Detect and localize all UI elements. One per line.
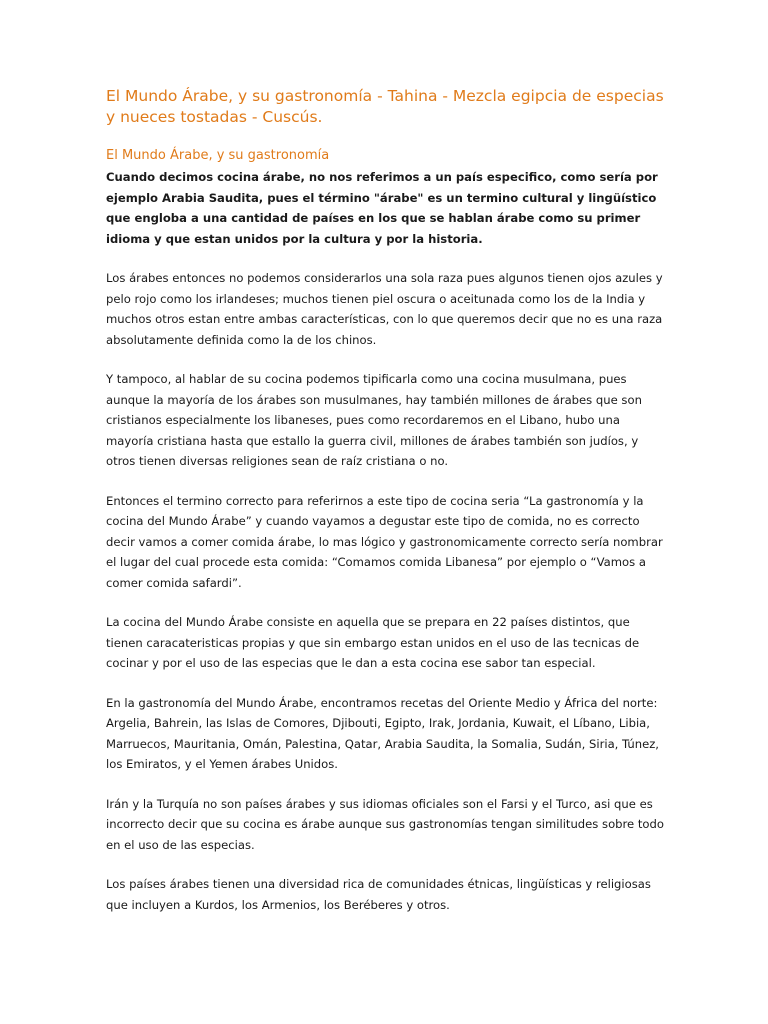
body-paragraph: La cocina del Mundo Árabe consiste en aquella que se prepara en 22 países distintos, que tienen caracateristicas propias y que sin embargo estan unidos en el uso de las tecnicas de cocinar y por el uso de las especias que le dan a esta cocina ese sabor tan especial.	[106, 615, 640, 670]
body-paragraph: Los árabes entonces no podemos considerarlos una sola raza pues algunos tienen ojos azules y pelo rojo como los irlandeses; muchos tienen piel oscura o aceitunada como los de la India y muchos otros estan entre ambas características, con lo que queremos decir que no es una raza absolutamente definida como la de los chinos.	[106, 271, 663, 347]
document-title: El Mundo Árabe, y su gastronomía - Tahina - Mezcla egipcia de especias y nueces tostadas - Cuscús.	[106, 87, 664, 126]
document-page	[106, 86, 666, 934]
section-heading: El Mundo Árabe, y su gastronomía	[106, 148, 330, 163]
intro-paragraph: Cuando decimos cocina árabe, no nos referimos a un país especifico, como sería por ejemplo Arabia Saudita, pues el término "árabe" es un termino cultural y lingüístico que engloba a una cantidad de países en los que se hablan árabe como su primer idioma y que estan unidos por la cultura y por la historia.	[106, 170, 658, 246]
body-paragraph: Irán y la Turquía no son países árabes y sus idiomas oficiales son el Farsi y el Turco, asi que es incorrecto decir que su cocina es árabe aunque sus gastronomías tengan similitudes sobre todo en el uso de las especias.	[106, 796, 664, 852]
body-paragraph: En la gastronomía del Mundo Árabe, encontramos recetas del Oriente Medio y África del norte: Argelia, Bahrein, las Islas de Comores, Djibouti, Egipto, Irak, Jordania, Kuwait, el Líbano, Libia, Marruecos, Mauritania, Omán, Palestina, Qatar, Arabia Saudita, la Somalia, Sudán, Siria, Túnez, los Emiratos, y el Yemen árabes Unidos.	[106, 695, 659, 771]
body-paragraph: Los países árabes tienen una diversidad rica de comunidades étnicas, lingüísticas y religiosas que incluyen a Kurdos, los Armenios, los Beréberes y otros.	[106, 877, 651, 912]
body-paragraph: Entonces el termino correcto para referirnos a este tipo de cocina seria “La gastronomía y la cocina del Mundo Árabe” y cuando vayamos a degustar este tipo de comida, no es correcto decir vamos a comer comida árabe, lo mas lógico y gastronomicamente correcto sería nombrar el lugar del cual procede esta comida: “Comamos comida Libanesa” por ejemplo o “Vamos a comer comida safardi”.	[106, 493, 663, 590]
body-paragraph: Y tampoco, al hablar de su cocina podemos tipificarla como una cocina musulmana, pues aunque la mayoría de los árabes son musulmanes, hay también millones de árabes que son cristianos especialmente los libaneses, pues como recordaremos en el Libano, hubo una mayoría cristiana hasta que estallo la guerra civil, millones de árabes también son judíos, y otros tienen diversas religiones sean de raíz cristiana o no.	[106, 372, 642, 468]
